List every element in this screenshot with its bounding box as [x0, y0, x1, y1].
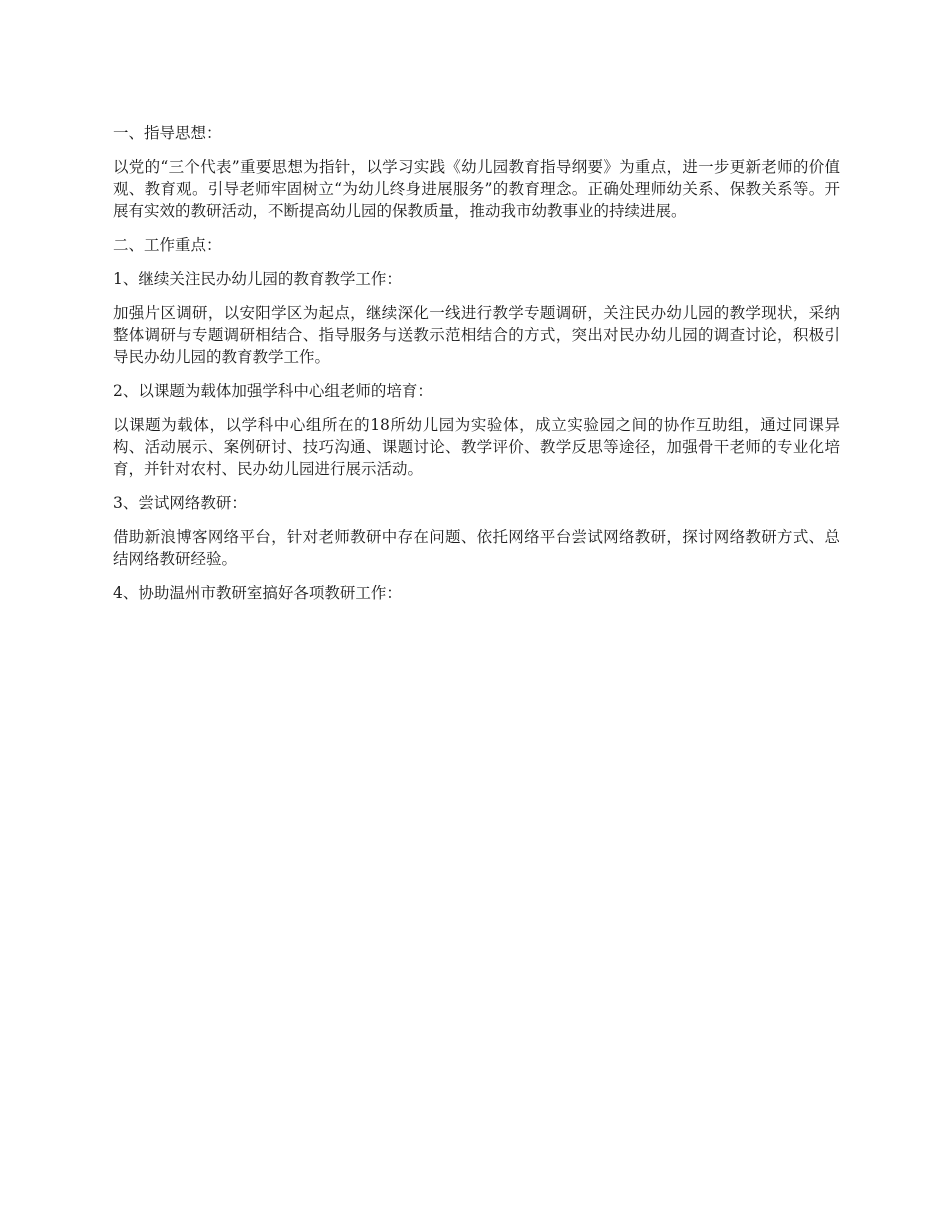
paragraph-item-3: 借助新浪博客网络平台，针对老师教研中存在问题、依托网络平台尝试网络教研，探讨网络教研方式、总结网络教研经验。: [113, 528, 840, 568]
paragraph-guiding-thought: 以党的“三个代表”重要思想为指针，以学习实践《幼儿园教育指导纲要》为重点，进一步更新老师的价值观、教育观。引导老师牢固树立“为幼儿终身进展服务”的教育理念。正确处理师幼关系、保教关系等。开展有实效的教研活动，不断提高幼儿园的保教质量，推动我市幼教事业的持续进展。: [113, 158, 840, 220]
section-heading-work-focus: 二、工作重点：: [113, 236, 222, 254]
paragraph-item-2: 以课题为载体，以学科中心组所在的18所幼儿园为实验体，成立实验园之间的协作互助组，通过同课异构、活动展示、案例研讨、技巧沟通、课题讨论、教学评价、教学反思等途径，加强骨干老师的专业化培育，并针对农村、民办幼儿园进行展示活动。: [113, 416, 840, 478]
item-heading-3: 3、尝试网络教研：: [113, 494, 247, 512]
item-heading-1: 1、继续关注民办幼儿园的教育教学工作：: [113, 270, 402, 288]
item-heading-4: 4、协助温州市教研室搞好各项教研工作：: [113, 584, 402, 602]
paragraph-item-1: 加强片区调研，以安阳学区为起点，继续深化一线进行教学专题调研，关注民办幼儿园的教学现状，采纳整体调研与专题调研相结合、指导服务与送教示范相结合的方式，突出对民办幼儿园的调查讨论，积极引导民办幼儿园的教育教学工作。: [113, 304, 840, 366]
document-body: [113, 122, 840, 616]
section-heading-guiding-thought: 一、指导思想：: [113, 124, 222, 142]
item-heading-2: 2、以课题为载体加强学科中心组老师的培育：: [113, 382, 433, 400]
